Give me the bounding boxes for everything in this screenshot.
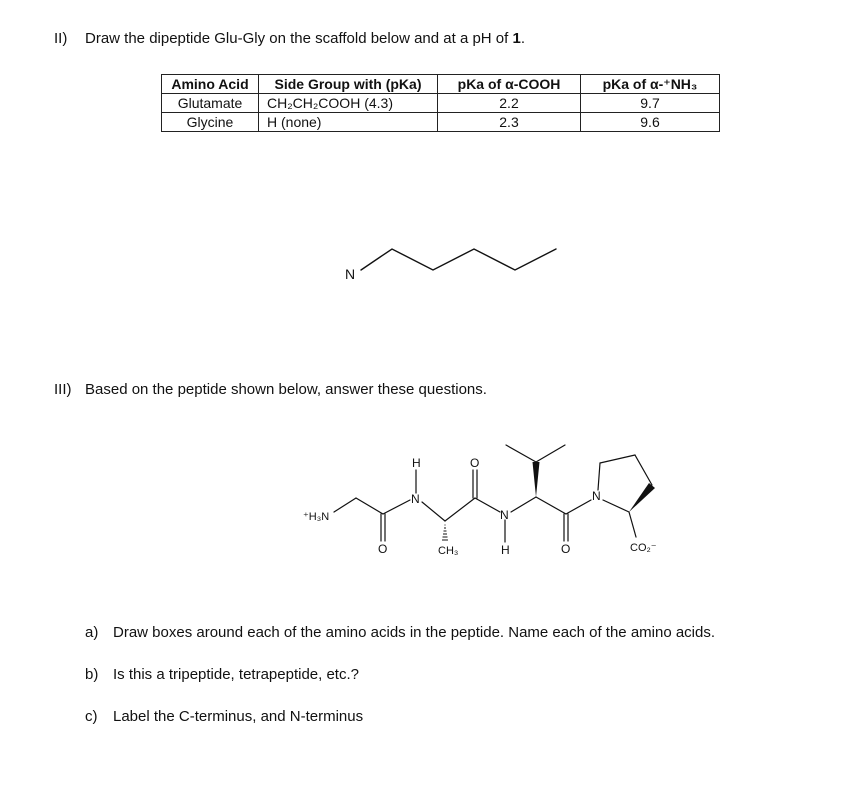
section-2-number: II) <box>54 30 68 47</box>
question-a <box>85 624 715 642</box>
cell-pka-nh3: 9.6 <box>581 113 720 132</box>
question-letter: b) <box>85 666 99 683</box>
cell-amino-acid: Glycine <box>162 113 259 132</box>
carbonyl-oxygen-1: O <box>378 542 388 556</box>
question-letter: c) <box>85 708 98 725</box>
question-text: Is this a tripeptide, tetrapeptide, etc.? <box>113 666 359 683</box>
cell-amino-acid: Glutamate <box>162 94 259 113</box>
amide-hydrogen-2: H <box>501 543 510 557</box>
amide-hydrogen-1: H <box>412 456 421 470</box>
cell-pka-cooh: 2.2 <box>438 94 581 113</box>
ph-value: 1 <box>512 30 521 47</box>
amide-nitrogen-1: N <box>411 492 420 506</box>
amide-nitrogen-2: N <box>500 508 509 522</box>
section-2-prompt: II) Draw the dipeptide Glu-Gly on the scaffold below and at a pH of 1. <box>54 30 525 47</box>
cell-side-group: H (none) <box>259 113 438 132</box>
header-side-group: Side Group with (pKa) <box>259 75 438 94</box>
carboxylate-label: CO₂⁻ <box>630 542 657 554</box>
carbonyl-oxygen-3: O <box>561 542 571 556</box>
section-2-text: Draw the dipeptide Glu-Gly on the scaffold below and at a pH of <box>85 30 513 47</box>
question-text: Label the C-terminus, and N-terminus <box>113 708 364 725</box>
n-terminus-label: ⁺H₃N <box>303 511 330 523</box>
hashed-wedge <box>442 525 448 540</box>
solid-wedge-pro <box>629 483 655 512</box>
proline-nitrogen: N <box>592 489 601 503</box>
cell-pka-cooh: 2.3 <box>438 113 581 132</box>
header-pka-nh3: pKa of α-⁺NH₃ <box>581 75 720 94</box>
question-b <box>85 666 359 684</box>
carbonyl-oxygen-2: O <box>470 456 480 470</box>
section-3-text: Based on the peptide shown below, answer these questions. <box>85 381 487 398</box>
question-c <box>85 708 363 726</box>
solid-wedge-val <box>533 462 540 497</box>
header-amino-acid: Amino Acid <box>162 75 259 94</box>
scaffold-n-label: N <box>345 266 356 282</box>
question-text: Draw boxes around each of the amino acids in the peptide. Name each of the amino acids. <box>113 624 716 641</box>
cell-pka-nh3: 9.7 <box>581 94 720 113</box>
question-letter: a) <box>85 624 99 641</box>
header-pka-cooh: pKa of α-COOH <box>438 75 581 94</box>
methyl-group: CH₃ <box>438 545 459 557</box>
cell-side-group: CH₂CH₂COOH (4.3) <box>259 94 438 113</box>
section-3-number: III) <box>54 381 72 398</box>
